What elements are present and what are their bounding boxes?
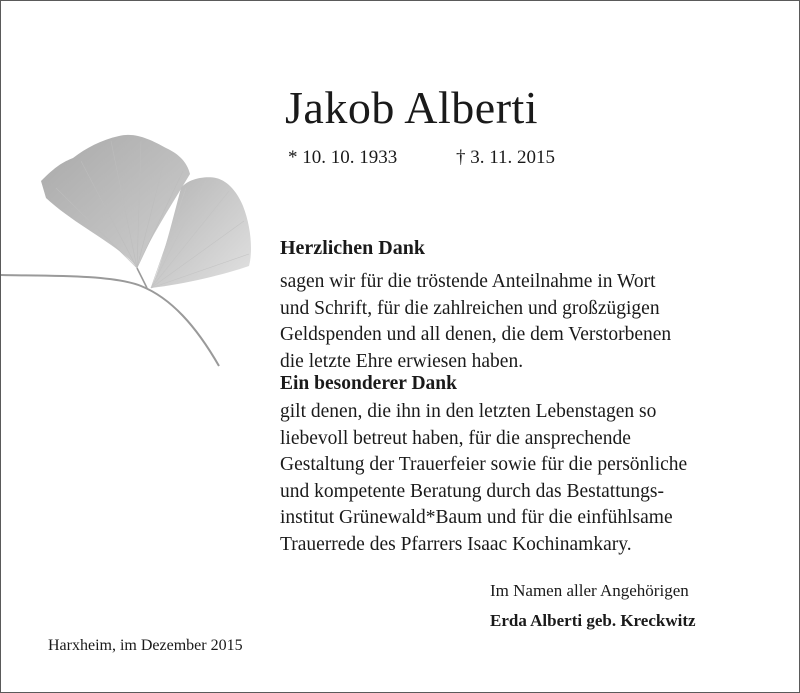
death-date: † 3. 11. 2015 bbox=[456, 147, 556, 168]
signature-intro: Im Namen aller Angehörigen bbox=[490, 581, 689, 600]
thanks-heading: Herzlichen Dank bbox=[280, 237, 425, 259]
special-line: institut Grünewald*Baum und für die einfühlsame bbox=[280, 507, 673, 528]
ginkgo-leaves-icon bbox=[1, 126, 251, 371]
thanks-line: und Schrift, für die zahlreichen und großzügigen bbox=[280, 297, 660, 319]
special-thanks-paragraph bbox=[280, 399, 770, 558]
place-date: Harxheim, im Dezember 2015 bbox=[48, 637, 243, 654]
thanks-line: die letzte Ehre erwiesen haben. bbox=[280, 350, 524, 372]
thanks-line: sagen wir für die tröstende Anteilnahme in Wort bbox=[280, 271, 656, 292]
special-line: gilt denen, die ihn in den letzten Lebenstagen so bbox=[280, 401, 657, 422]
special-line: Gestaltung der Trauerfeier sowie für die persönliche bbox=[280, 454, 688, 475]
thanks-line: Geldspenden und all denen, die dem Verstorbenen bbox=[280, 324, 672, 345]
special-line: liebevoll betreut haben, für die ansprechende bbox=[280, 427, 631, 449]
special-line: und kompetente Beratung durch das Bestattungs- bbox=[280, 480, 664, 502]
special-line: Trauerrede des Pfarrers Isaac Kochinamkary. bbox=[280, 533, 632, 555]
special-thanks-heading: Ein besonderer Dank bbox=[280, 373, 457, 394]
thanks-paragraph bbox=[280, 269, 770, 375]
signature-name: Erda Alberti geb. Kreckwitz bbox=[490, 611, 696, 630]
birth-date: * 10. 10. 1933 bbox=[288, 147, 398, 168]
deceased-name: Jakob Alberti bbox=[285, 82, 539, 133]
